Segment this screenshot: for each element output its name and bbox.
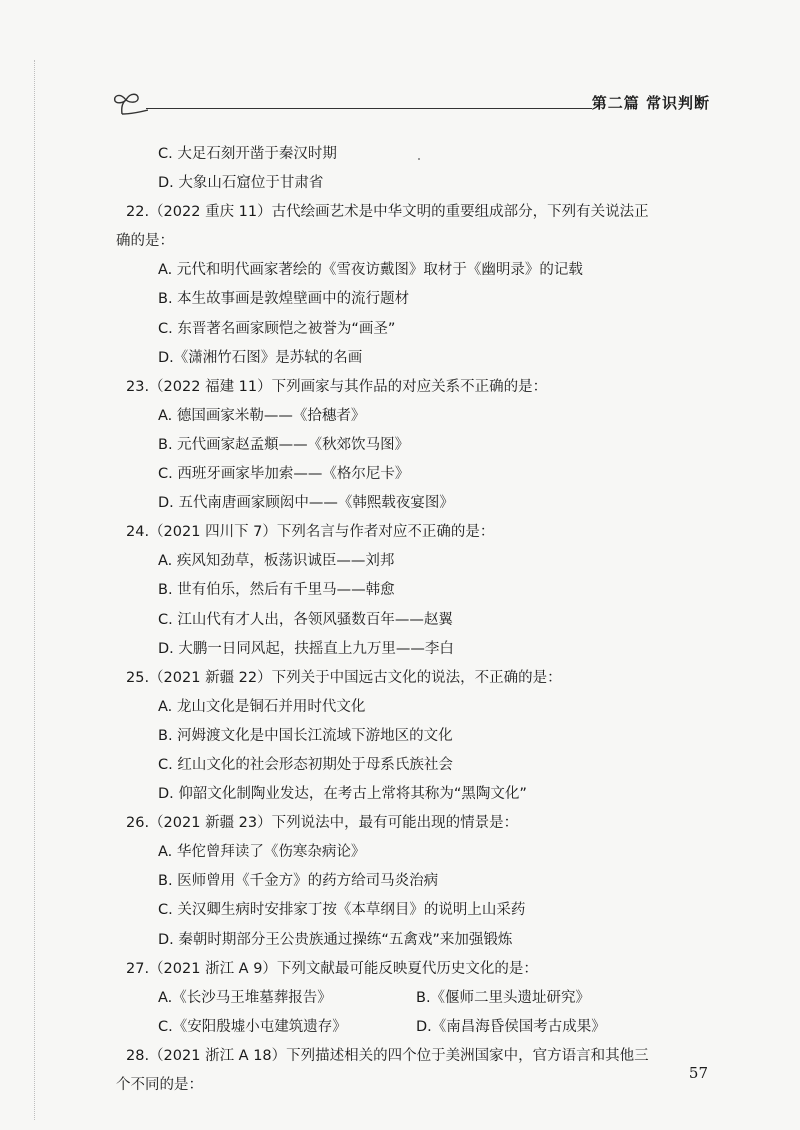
question-23-option-c: C. 西班牙画家毕加索——《格尔尼卡》 [158, 466, 410, 483]
question-28: 28.（2021 浙江 A 18）下列描述相关的四个位于美洲国家中，官方语言和其他三 [126, 1047, 649, 1064]
question-27-option-a: A.《长沙马王堆墓葬报告》 [158, 989, 332, 1006]
page-number: 57 [688, 1064, 708, 1082]
question-22: 22.（2022 重庆 11）古代绘画艺术是中华文明的重要组成部分，下列有关说法正 [126, 204, 649, 221]
question-22-option-d: D.《潇湘竹石图》是苏轼的名画 [158, 349, 363, 366]
question-26-option-c: C. 关汉卿生病时安排家丁按《本草纲目》的说明上山采药 [158, 902, 526, 919]
question-27-options-row-2 [126, 1013, 716, 1042]
question-22-option-c: C. 东晋著名画家顾恺之被誉为“画圣” [158, 320, 396, 337]
question-24: 24.（2021 四川下 7）下列名言与作者对应不正确的是： [126, 524, 495, 541]
question-24-option-c: C. 江山代有才人出，各领风骚数百年——赵翼 [158, 611, 453, 628]
option-c: C. 大足石刻开凿于秦汉时期 [158, 146, 337, 162]
question-24-option-a: A. 疾风知劲草，板荡识诚臣——刘邦 [158, 553, 395, 570]
question-26-option-b: B. 医师曾用《千金方》的药方给司马炎治病 [158, 873, 439, 890]
section-title: 第二篇 常识判断 [591, 94, 710, 112]
question-24-option-d: D. 大鹏一日同风起，扶摇直上九万里——李白 [158, 640, 454, 657]
question-25: 25.（2021 新疆 22）下列关于中国远古文化的说法，不正确的是： [126, 669, 562, 686]
question-26: 26.（2021 新疆 23）下列说法中，最有可能出现的情景是： [126, 815, 519, 832]
question-22-option-b: B. 本生故事画是敦煌壁画中的流行题材 [158, 291, 410, 308]
question-23-option-b: B. 元代画家赵孟頫——《秋郊饮马图》 [158, 436, 410, 453]
question-23-option-d: D. 五代南唐画家顾闳中——《韩熙载夜宴图》 [158, 495, 454, 512]
question-23: 23.（2022 福建 11）下列画家与其作品的对应关系不正确的是： [126, 378, 548, 395]
question-content [116, 140, 716, 1100]
question-27-option-d: D.《南昌海昏侯国考古成果》 [416, 1018, 606, 1035]
question-25-option-a: A. 龙山文化是铜石并用时代文化 [158, 698, 366, 715]
question-25-option-b: B. 河姆渡文化是中国长江流域下游地区的文化 [158, 727, 453, 744]
question-22-continued: 确的是： [116, 233, 174, 250]
question-26-option-d: D. 秦朝时期部分王公贵族通过操练“五禽戏”来加强锻炼 [158, 931, 513, 948]
question-27-options-row-1 [126, 984, 716, 1013]
question-22-option-a: A. 元代和明代画家著绘的《雪夜访戴图》取材于《幽明录》的记载 [158, 262, 583, 279]
question-26-option-a: A. 华佗曾拜读了《伤寒杂病论》 [158, 844, 366, 861]
question-25-option-d: D. 仰韶文化制陶业发达，在考古上常将其称为“黑陶文化” [158, 786, 527, 803]
question-23-option-a: A. 德国画家米勒——《拾穗者》 [158, 407, 366, 424]
question-28-continued: 个不同的是： [116, 1077, 203, 1093]
option-d: D. 大象山石窟位于甘肃省 [158, 175, 324, 192]
question-24-option-b: B. 世有伯乐，然后有千里马——韩愈 [158, 582, 395, 599]
question-27-option-c: C.《安阳殷墟小屯建筑遗存》 [158, 1018, 347, 1035]
page-header [112, 88, 710, 118]
question-27-option-b: B.《偃师二里头遗址研究》 [416, 989, 591, 1006]
binding-dotted-line [34, 60, 35, 1120]
question-25-option-c: C. 红山文化的社会形态初期处于母系氏族社会 [158, 756, 453, 773]
header-rule [146, 108, 592, 109]
sprout-icon [112, 90, 148, 116]
question-27: 27.（2021 浙江 A 9）下列文献最可能反映夏代历史文化的是： [126, 960, 538, 977]
